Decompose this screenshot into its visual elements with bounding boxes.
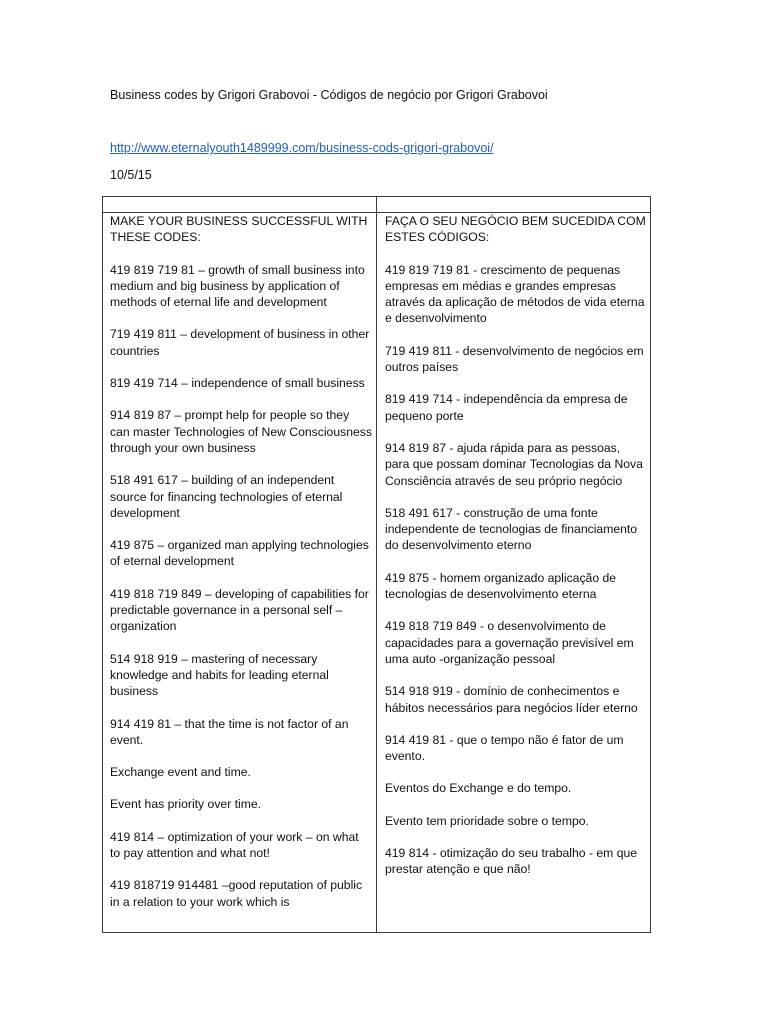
english-entry: 419 875 – organized man applying technologies of eternal development — [110, 538, 369, 569]
column-divider-top — [376, 197, 377, 212]
portuguese-entry: 514 918 919 - domínio de conhecimentos e hábitos necessários para negócios líder eterno — [385, 684, 638, 715]
portuguese-entry: Evento tem prioridade sobre o tempo. — [385, 813, 589, 828]
portuguese-entry: 914 819 87 - ajuda rápida para as pessoas, para que possam dominar Tecnologias da Nova Consciência através de seu próprio negócio — [385, 440, 643, 488]
english-entry: 819 419 714 – independence of small business — [110, 376, 365, 391]
english-entry: Event has priority over time. — [110, 797, 262, 812]
portuguese-entry: 419 814 - otimização do seu trabalho - em que prestar atenção e que não! — [385, 846, 638, 877]
portuguese-column — [385, 212, 647, 932]
portuguese-entry: Eventos do Exchange e do tempo. — [385, 781, 572, 796]
english-entry: 514 918 919 – mastering of necessary knowledge and habits for leading eternal business — [110, 651, 329, 699]
english-entry: 518 491 617 – building of an independent source for financing technologies of eternal development — [110, 473, 343, 520]
portuguese-column-header: FAÇA O SEU NEGÓCIO BEM SUCEDIDA COM ESTES CÓDIGOS: — [385, 214, 646, 245]
source-link[interactable]: http://www.eternalyouth1489999.com/business-cods-grigori-grabovoi/ — [110, 141, 494, 155]
portuguese-entry: 914 419 81 - que o tempo não é fator de um evento. — [385, 732, 624, 764]
column-divider — [376, 212, 377, 932]
document-date: 10/5/15 — [110, 168, 152, 182]
portuguese-entry: 419 875 - homem organizado aplicação de tecnologias de desenvolvimento eterna — [385, 570, 617, 602]
portuguese-entry: 719 419 811 - desenvolvimento de negócios em outros países — [385, 343, 644, 375]
document-title: Business codes by Grigori Grabovoi - Códigos de negócio por Grigori Grabovoi — [110, 88, 548, 102]
portuguese-entry: 419 819 719 81 - crescimento de pequenas empresas em médias e grandes empresas através da aplicação de métodos de vida eterna e desenvolvimento — [385, 262, 645, 326]
english-entry: Exchange event and time. — [110, 765, 251, 780]
english-entry: 419 818 719 849 – developing of capabilities for predictable governance in a personal self –organization — [110, 586, 369, 634]
portuguese-entry: 819 419 714 - independência da empresa de pequeno porte — [385, 392, 628, 423]
english-column-header: MAKE YOUR BUSINESS SUCCESSFUL WITH THESE CODES: — [110, 214, 368, 245]
english-entry: 914 819 87 – prompt help for people so they can master Technologies of New Consciousness through your own business — [110, 408, 372, 455]
english-entry: 419 819 719 81 – growth of small business into medium and big business by application of methods of eternal life and development — [110, 262, 365, 310]
english-entry: 719 419 811 – development of business in other countries — [110, 327, 370, 358]
english-entry: 914 419 81 – that the time is not factor of an event. — [110, 716, 349, 747]
english-entry: 419 818719 914481 –good reputation of public in a relation to your work which is — [110, 878, 363, 909]
portuguese-entry: 419 818 719 849 - o desenvolvimento de capacidades para a governação previsível em uma auto -organização pessoal — [385, 619, 634, 666]
english-column — [110, 212, 372, 932]
codes-table — [102, 196, 651, 933]
english-entry: 419 814 – optimization of your work – on what to pay attention and what not! — [110, 829, 359, 861]
portuguese-entry: 518 491 617 - construção de uma fonte independente de tecnologias de financiamento do desenvolvimento eterno — [385, 505, 638, 553]
